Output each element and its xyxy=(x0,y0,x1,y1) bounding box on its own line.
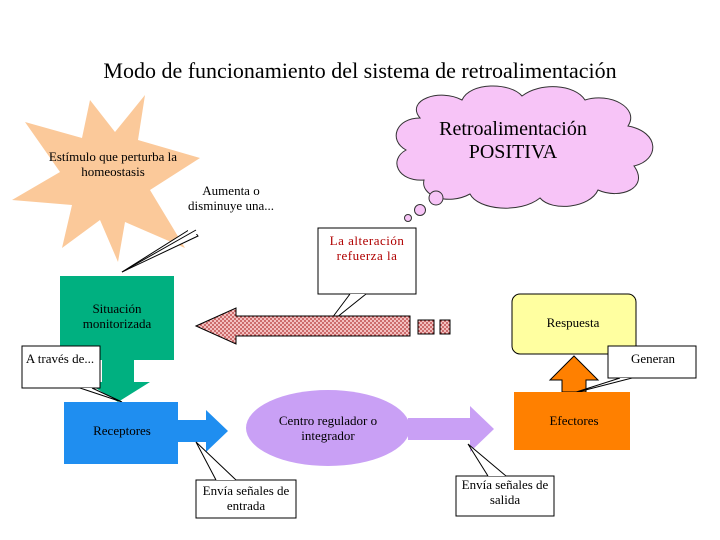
reinforces-text: La alteración refuerza la xyxy=(329,233,405,263)
generate-text: Generan xyxy=(630,351,676,366)
feedback-label: Retroalimentación POSITIVA xyxy=(439,118,587,163)
feedback-dotted-arrow xyxy=(196,308,450,344)
center-to-effectors-arrow xyxy=(408,406,494,452)
through-text: A través de... xyxy=(25,351,95,366)
effectors-up-arrow xyxy=(550,356,598,392)
diagram-title: Modo de funcionamiento del sistema de retroalimentación xyxy=(103,58,617,83)
increase-decrease-text: Aumenta o disminuye una... xyxy=(188,183,274,213)
stimulus-label: Estímulo que perturba la homeostasis xyxy=(48,149,178,179)
output-signals-text: Envía señales de salida xyxy=(461,477,549,507)
effectors-label: Efectores xyxy=(549,413,599,428)
input-signals-text: Envía señales de entrada xyxy=(202,483,290,513)
receptors-label: Receptores xyxy=(93,423,151,438)
response-label: Respuesta xyxy=(546,315,600,330)
monitored-situation-label: Situación monitorizada xyxy=(82,301,152,331)
control-center-label: Centro regulador o integrador xyxy=(278,413,378,443)
